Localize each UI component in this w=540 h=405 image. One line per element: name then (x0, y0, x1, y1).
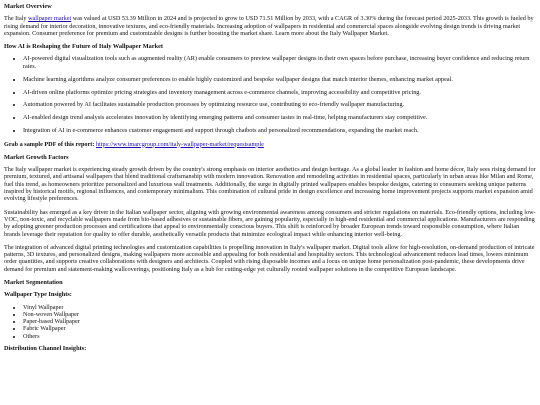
wallpaper-type-item: • Paper-based Wallpaper (23, 318, 536, 325)
wallpaper-type-heading: Wallpaper Type Insights: (4, 291, 72, 299)
wallpaper-type-list (4, 304, 536, 340)
distribution-channel-heading: Distribution Channel Insights: (4, 345, 87, 353)
growth-paragraph: The Italy wallpaper market is experiencing steady growth driven by the country's strong emphasis on interior aesthetics and design heritage. As a global leader in fashion and home décor, Italy sees rising demand for premium, textured, and artisanal wallpapers that blend traditional craftsmanship with modern innovation. Renovation and remodeling activities in residential spaces, particularly in urban areas like Milan and Rome, fuel this trend, as homeowners prioritize personalized and luxurious wall treatments. Additionally, the surge in digitally printed wallpapers enables bespoke designs, catering to consumers seeking unique patterns inspired by historical motifs, regional influences, and contemporary minimalism. This combination of cultural pride in design excellence and increasing home improvement projects supports market expansion amid evolving lifestyle preferences. (4, 166, 536, 203)
overview-text-before-link: The Italy (4, 15, 29, 23)
sample-pdf-line (4, 141, 536, 148)
ai-impact-item: • AI-driven online platforms optimize pricing strategies and inventory management across e-commerce channels, improving accessibility and competitive pricing. (23, 89, 536, 96)
wallpaper-market-link[interactable]: wallpaper market (28, 15, 72, 23)
growth-factors-heading: Market Growth Factors (4, 153, 69, 161)
overview-heading: Market Overview (4, 3, 52, 10)
sample-pdf-label: Grab a sample PDF of this report: (4, 140, 95, 148)
sample-pdf-link[interactable]: https://www.imarcgroup.com/italy-wallpaper-market/requestsample (95, 140, 264, 148)
overview-text-after-link: was valued at USD 53.39 Million in 2024 and is projected to grow to USD 71.51 Million by 2033, with a CAGR of 3.30% during the forecast period 2025-2033. This growth is fueled by rising demand for interior decoration, innovative textures, and eco-friendly materials. Increasing adoption of wallpapers in residential and commercial spaces alongside evolving design trends is driving market expansion. Consumer preference for premium and customizable designs is further boosting the market share. Learn more about the Italy Wallpaper Market. (4, 15, 534, 37)
ai-impact-item: • AI-enabled design trend analysis accelerates innovation by identifying emerging patterns and consumer tastes in real-time, helping manufacturers stay competitive. (23, 114, 536, 121)
wallpaper-type-item: • Vinyl Wallpaper (23, 304, 536, 311)
segmentation-heading: Market Segmentation (4, 278, 63, 286)
ai-impact-item: • Automation powered by AI facilitates sustainable production processes by optimizing resource use, contributing to eco-friendly wallpaper manufacturing. (23, 101, 536, 108)
ai-impact-item: • Machine learning algorithms analyze consumer preferences to enable highly customized and bespoke wallpaper designs that match interior themes, enhancing market appeal. (23, 76, 536, 83)
wallpaper-type-item: • Fabric Wallpaper (23, 325, 536, 332)
ai-impact-list (4, 55, 536, 134)
overview-paragraph (4, 15, 536, 37)
ai-impact-item: • Integration of AI in e-commerce enhances customer engagement and support through chatbots and personalized recommendations, expanding the market reach. (23, 127, 536, 134)
wallpaper-type-item: • Others (23, 333, 536, 340)
ai-impact-item: • AI-powered digital visualization tools such as augmented reality (AR) enable consumers to preview wallpaper designs in their own spaces before purchase, increasing buyer confidence and reducing return rates. (23, 55, 536, 70)
wallpaper-type-item: • Non-woven Wallpaper (23, 311, 536, 318)
growth-paragraph: The integration of advanced digital printing technologies and customization capabilities is propelling innovation in Italy's wallpaper market. Digital tools allow for high-resolution, on-demand production of intricate patterns, 3D textures, and personalized designs, making wallpapers more accessible and appealing for both residential and hospitality sectors. This technological advancement reduces lead times, lowers minimum order quantities, and supports creative collaborations with designers and architects. Coupled with rising disposable incomes and a focus on unique home personalization post-pandemic, these developments drive demand for premium and statement-making wallcoverings, positioning Italy as a hub for cutting-edge yet culturally rooted wallpaper solutions in the competitive European landscape. (4, 243, 535, 273)
ai-section-heading: How AI is Reshaping the Future of Italy Wallpaper Market (4, 43, 164, 51)
growth-paragraph: Sustainability has emerged as a key driver in the Italian wallpaper sector, aligning with growing environmental awareness among consumers and stricter regulations on materials. Eco-friendly options, including low-VOC, non-toxic, and recyclable wallpapers made from bio-based adhesives or sustainable fibers, are gaining popularity, especially in high-end residential and commercial applications. Manufacturers are responding by adopting greener production processes and certifications that appeal to environmentally conscious buyers. This shift is reinforced by broader European trends toward responsible consumption, where Italian brands leverage their reputation for quality to offer durable, aesthetically versatile products that minimize ecological impact while enhancing interior well-being. (4, 208, 536, 238)
